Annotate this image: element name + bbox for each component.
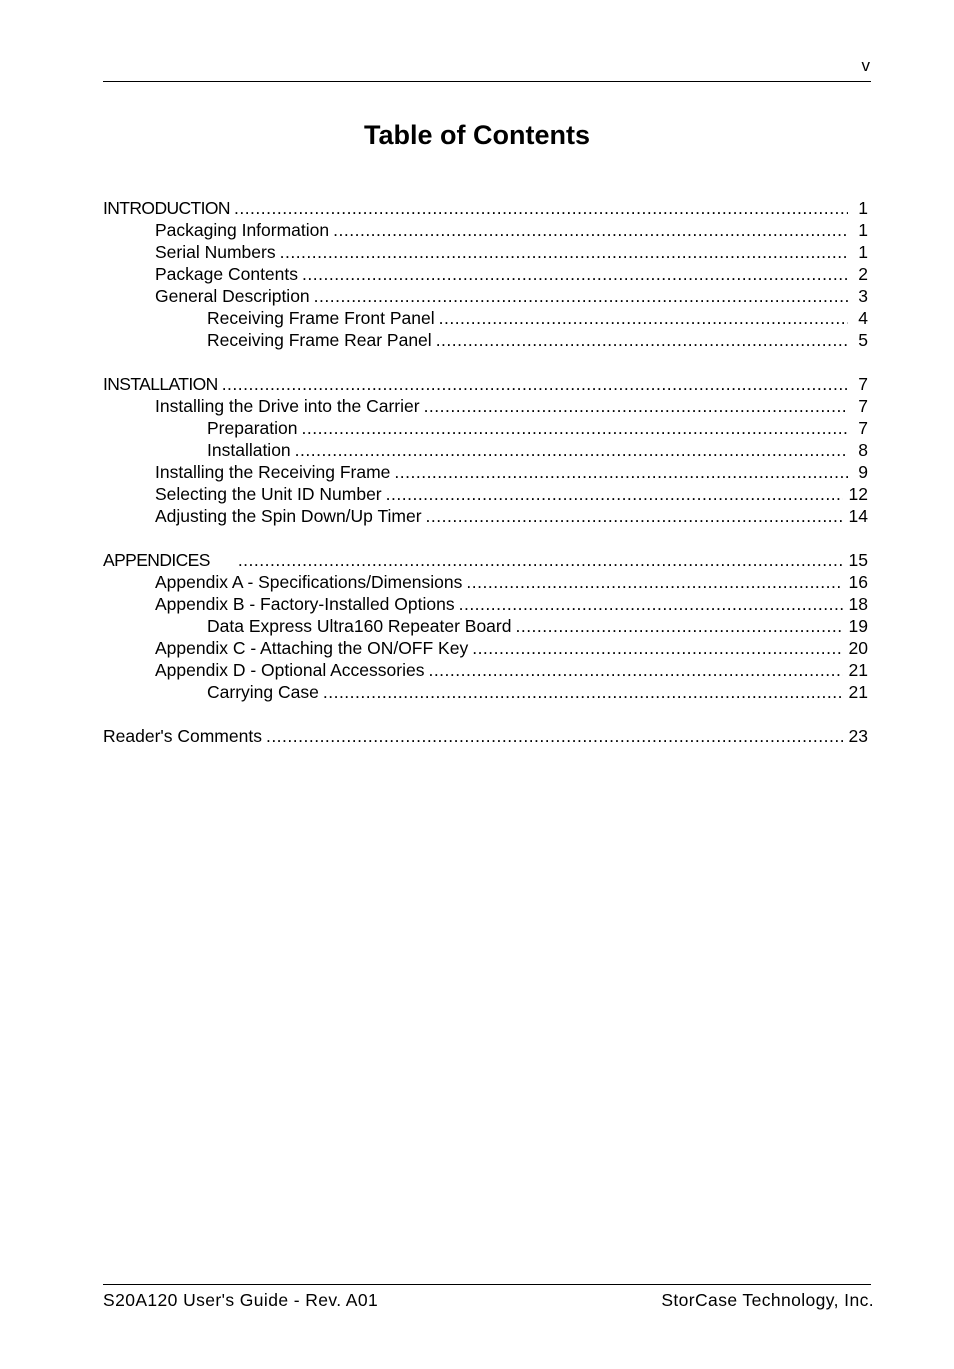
dot-leader — [333, 219, 848, 241]
table-of-contents — [103, 197, 868, 747]
toc-entry-text: Packaging Information — [155, 220, 330, 240]
toc-entry-package-contents[interactable] — [103, 263, 868, 285]
toc-entry-page: 1 — [858, 242, 868, 262]
toc-entry-receiving-frame-front-panel[interactable] — [103, 307, 868, 329]
toc-entry-page: 16 — [848, 572, 868, 592]
toc-entry-text: Serial Numbers — [155, 242, 276, 262]
dot-leader — [515, 615, 842, 637]
toc-entry-repeater-board[interactable] — [103, 615, 868, 637]
toc-entry-page: 18 — [848, 594, 868, 614]
toc-entry-page: 1 — [858, 220, 868, 240]
toc-entry-installation-section[interactable] — [103, 373, 868, 395]
toc-entry-carrying-case[interactable] — [103, 681, 868, 703]
toc-entry-packaging-information[interactable] — [103, 219, 868, 241]
toc-entry-page: 7 — [858, 374, 868, 394]
toc-entry-text: Selecting the Unit ID Number — [155, 484, 382, 504]
toc-entry-page: 3 — [858, 286, 868, 306]
toc-entry-text: Installation — [207, 440, 291, 460]
toc-entry-text: General Description — [155, 286, 310, 306]
toc-entry-text: INSTALLATION — [103, 374, 218, 394]
footer-document-title: S20A120 User's Guide - Rev. A01 — [103, 1290, 379, 1310]
toc-entry-page: 12 — [848, 484, 868, 504]
dot-leader — [428, 659, 842, 681]
toc-entry-text: APPENDICES — [103, 550, 210, 570]
toc-entry-text: Data Express Ultra160 Repeater Board — [207, 616, 512, 636]
dot-leader — [459, 593, 843, 615]
toc-entry-installing-receiving-frame[interactable] — [103, 461, 868, 483]
dot-leader — [386, 483, 843, 505]
toc-entry-text: Appendix B - Factory-Installed Options — [155, 594, 455, 614]
toc-entry-general-description[interactable] — [103, 285, 868, 307]
footer-rule — [103, 1284, 871, 1285]
toc-entry-text: Receiving Frame Front Panel — [207, 308, 435, 328]
dot-leader — [466, 571, 842, 593]
toc-entry-text: Appendix C - Attaching the ON/OFF Key — [155, 638, 469, 658]
toc-entry-page: 9 — [858, 462, 868, 482]
toc-entry-page: 20 — [848, 638, 868, 658]
toc-entry-page: 21 — [848, 660, 868, 680]
toc-entry-page: 14 — [848, 506, 868, 526]
dot-leader — [234, 197, 848, 219]
page-title: Table of Contents — [364, 120, 590, 150]
toc-entry-text: Preparation — [207, 418, 298, 438]
toc-entry-page: 23 — [848, 726, 868, 746]
toc-entry-text: Receiving Frame Rear Panel — [207, 330, 432, 350]
dot-leader — [222, 373, 848, 395]
toc-entry-page: 8 — [858, 440, 868, 460]
dot-leader — [436, 329, 848, 351]
toc-entry-page: 5 — [858, 330, 868, 350]
footer-company-name: StorCase Technology, Inc. — [661, 1290, 874, 1310]
dot-leader — [424, 395, 848, 417]
dot-leader — [301, 417, 848, 439]
dot-leader — [238, 549, 843, 571]
toc-entry-appendix-a[interactable] — [103, 571, 868, 593]
toc-entry-text: Carrying Case — [207, 682, 319, 702]
toc-entry-page: 1 — [858, 198, 868, 218]
dot-leader — [323, 681, 843, 703]
dot-leader — [394, 461, 848, 483]
toc-entry-page: 4 — [858, 308, 868, 328]
toc-entry-appendix-d[interactable] — [103, 659, 868, 681]
toc-entry-spin-timer[interactable] — [103, 505, 868, 527]
dot-leader — [314, 285, 848, 307]
toc-entry-page: 21 — [848, 682, 868, 702]
toc-entry-serial-numbers[interactable] — [103, 241, 868, 263]
toc-entry-appendices[interactable] — [103, 549, 868, 571]
dot-leader — [266, 725, 843, 747]
header-rule — [103, 81, 871, 82]
toc-entry-text: Package Contents — [155, 264, 299, 284]
toc-entry-preparation[interactable] — [103, 417, 868, 439]
dot-leader — [280, 241, 848, 263]
toc-entry-text: Reader's Comments — [103, 726, 262, 746]
toc-entry-page: 19 — [848, 616, 868, 636]
toc-entry-receiving-frame-rear-panel[interactable] — [103, 329, 868, 351]
dot-leader — [295, 439, 848, 461]
toc-entry-readers-comments[interactable] — [103, 725, 868, 747]
page-number: v — [861, 56, 870, 75]
toc-entry-text: Appendix A - Specifications/Dimensions — [155, 572, 463, 592]
toc-entry-text: Installing the Drive into the Carrier — [155, 396, 420, 416]
toc-entry-page: 7 — [858, 396, 868, 416]
toc-entry-page: 15 — [848, 550, 868, 570]
toc-entry-text: INTRODUCTION — [103, 198, 230, 218]
toc-entry-page: 7 — [858, 418, 868, 438]
toc-entry-introduction[interactable] — [103, 197, 868, 219]
dot-leader — [472, 637, 842, 659]
toc-entry-installation[interactable] — [103, 439, 868, 461]
toc-entry-appendix-c[interactable] — [103, 637, 868, 659]
dot-leader — [426, 505, 843, 527]
toc-entry-text: Appendix D - Optional Accessories — [155, 660, 425, 680]
toc-entry-installing-drive[interactable] — [103, 395, 868, 417]
dot-leader — [439, 307, 848, 329]
toc-entry-appendix-b[interactable] — [103, 593, 868, 615]
toc-entry-text: Adjusting the Spin Down/Up Timer — [155, 506, 422, 526]
toc-entry-selecting-unit-id[interactable] — [103, 483, 868, 505]
dot-leader — [302, 263, 848, 285]
toc-entry-page: 2 — [858, 264, 868, 284]
toc-entry-text: Installing the Receiving Frame — [155, 462, 391, 482]
